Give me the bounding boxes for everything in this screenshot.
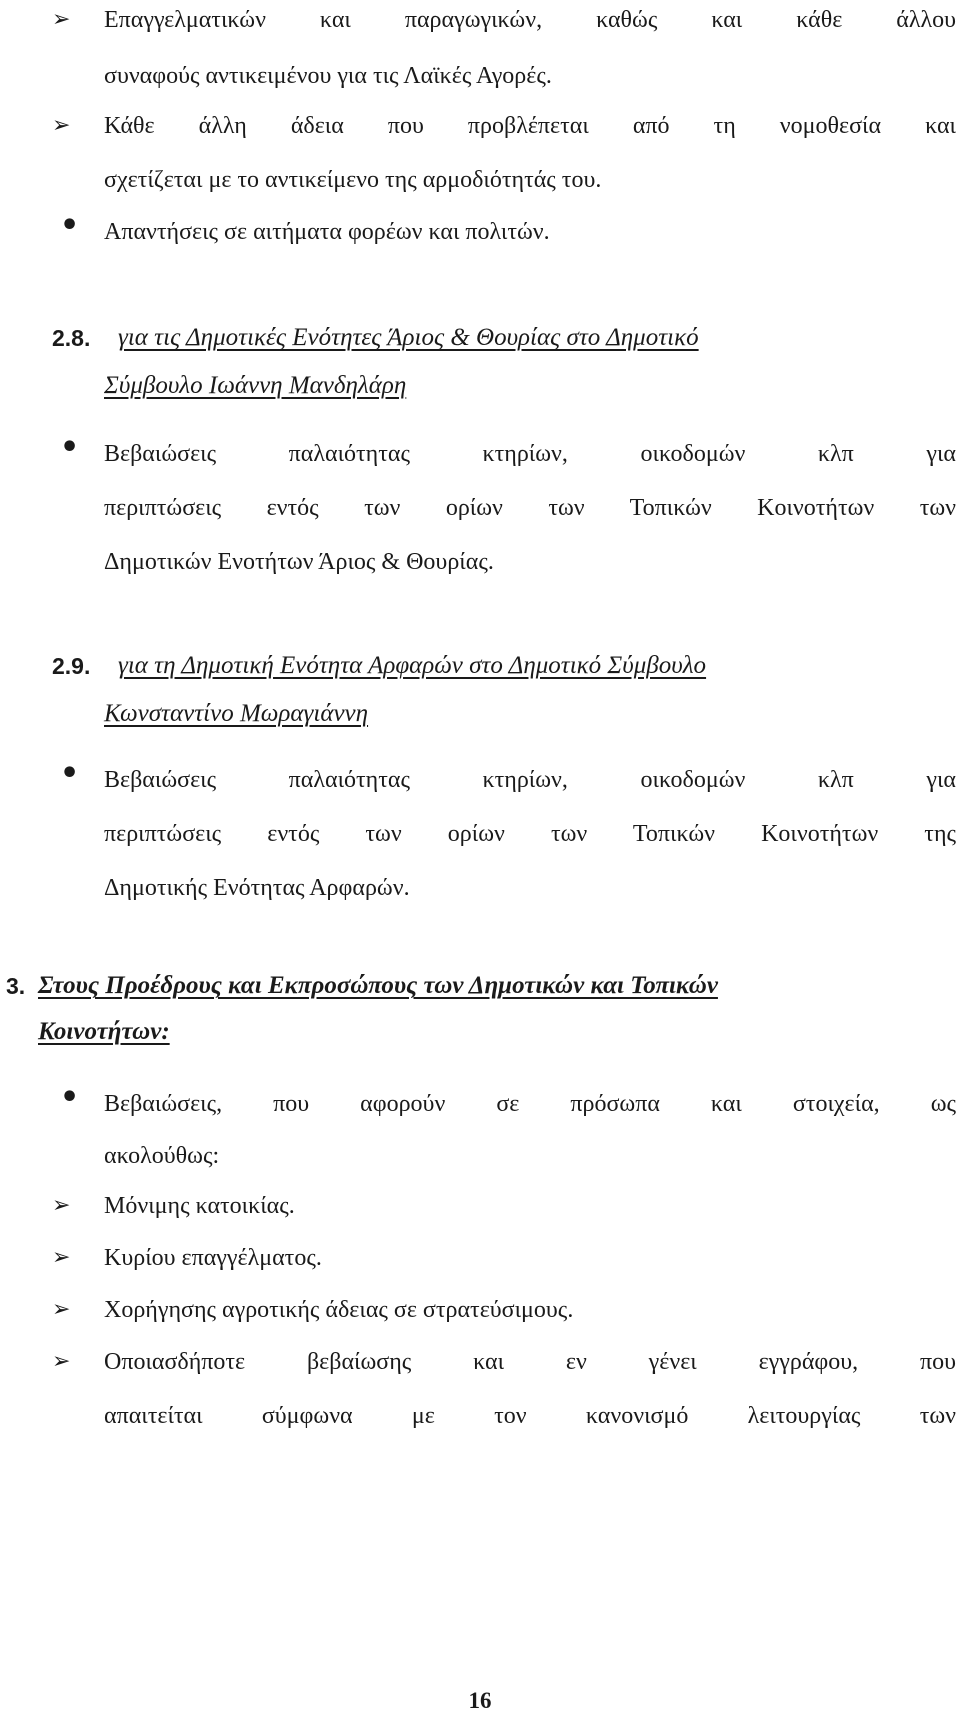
list-item-text: σχετίζεται με το αντικείμενο της αρμοδιότητάς του. — [104, 167, 602, 193]
bullet-icon: • — [60, 1080, 80, 1115]
arrow-bullet-icon: ➢ — [52, 113, 71, 138]
list-item-text: περιπτώσεις εντός των ορίων των Τοπικών Κοινοτήτων των — [104, 495, 956, 521]
section-title: Κωνσταντίνο Μωραγιάννη — [104, 700, 369, 727]
arrow-bullet-icon: ➢ — [52, 1349, 71, 1374]
list-item-text: ακολούθως: — [104, 1143, 220, 1169]
list-item-text: Βεβαιώσεις παλαιότητας κτηρίων, οικοδομών κλπ για — [104, 441, 956, 467]
section-title: για τις Δημοτικές Ενότητες Άριος & Θουρίας στο Δημοτικό — [118, 324, 699, 351]
list-item-text: απαιτείται σύμφωνα με τον κανονισμό λειτουργίας των — [104, 1403, 956, 1429]
list-item-text: Οποιασδήποτε βεβαίωσης και εν γένει εγγράφου, που — [104, 1349, 956, 1375]
section-title: Κοινοτήτων: — [38, 1018, 170, 1045]
list-item-text: Μόνιμης κατοικίας. — [104, 1193, 295, 1219]
list-item-text: Απαντήσεις σε αιτήματα φορέων και πολιτών. — [104, 219, 550, 245]
list-item-text: Δημοτικών Ενοτήτων Άριος & Θουρίας. — [104, 549, 494, 575]
list-item-text: Βεβαιώσεις, που αφορούν σε πρόσωπα και στοιχεία, ως — [104, 1091, 956, 1117]
arrow-bullet-icon: ➢ — [52, 1297, 71, 1322]
section-number: 2.8. — [52, 325, 91, 351]
bullet-icon: • — [60, 430, 80, 465]
list-item-text: Επαγγελματικών και παραγωγικών, καθώς και κάθε άλλου — [104, 7, 956, 33]
section-number: 2.9. — [52, 653, 91, 679]
list-item-text: Κυρίου επαγγέλματος. — [104, 1245, 322, 1271]
list-item-text: Κάθε άλλη άδεια που προβλέπεται από τη νομοθεσία και — [104, 113, 956, 139]
list-item-text: συναφούς αντικειμένου για τις Λαϊκές Αγορές. — [104, 63, 552, 89]
arrow-bullet-icon: ➢ — [52, 7, 71, 32]
page-number: 16 — [468, 1688, 492, 1713]
section-title: Σύμβουλο Ιωάννη Μανδηλάρη — [104, 372, 407, 399]
list-item-text: Βεβαιώσεις παλαιότητας κτηρίων, οικοδομών κλπ για — [104, 767, 956, 793]
section-title: για τη Δημοτική Ενότητα Αρφαρών στο Δημοτικό Σύμβουλο — [118, 652, 707, 679]
section-number: 3. — [6, 973, 26, 999]
arrow-bullet-icon: ➢ — [52, 1245, 71, 1270]
list-item-text: Χορήγησης αγροτικής άδειας σε στρατεύσιμους. — [104, 1297, 574, 1323]
arrow-bullet-icon: ➢ — [52, 1193, 71, 1218]
section-title: Στους Προέδρους και Εκπροσώπους των Δημοτικών και Τοπικών — [38, 972, 718, 999]
bullet-icon: • — [60, 756, 80, 791]
bullet-icon: • — [60, 208, 80, 243]
list-item-text: περιπτώσεις εντός των ορίων των Τοπικών Κοινοτήτων της — [104, 821, 956, 847]
list-item-text: Δημοτικής Ενότητας Αρφαρών. — [104, 875, 410, 901]
